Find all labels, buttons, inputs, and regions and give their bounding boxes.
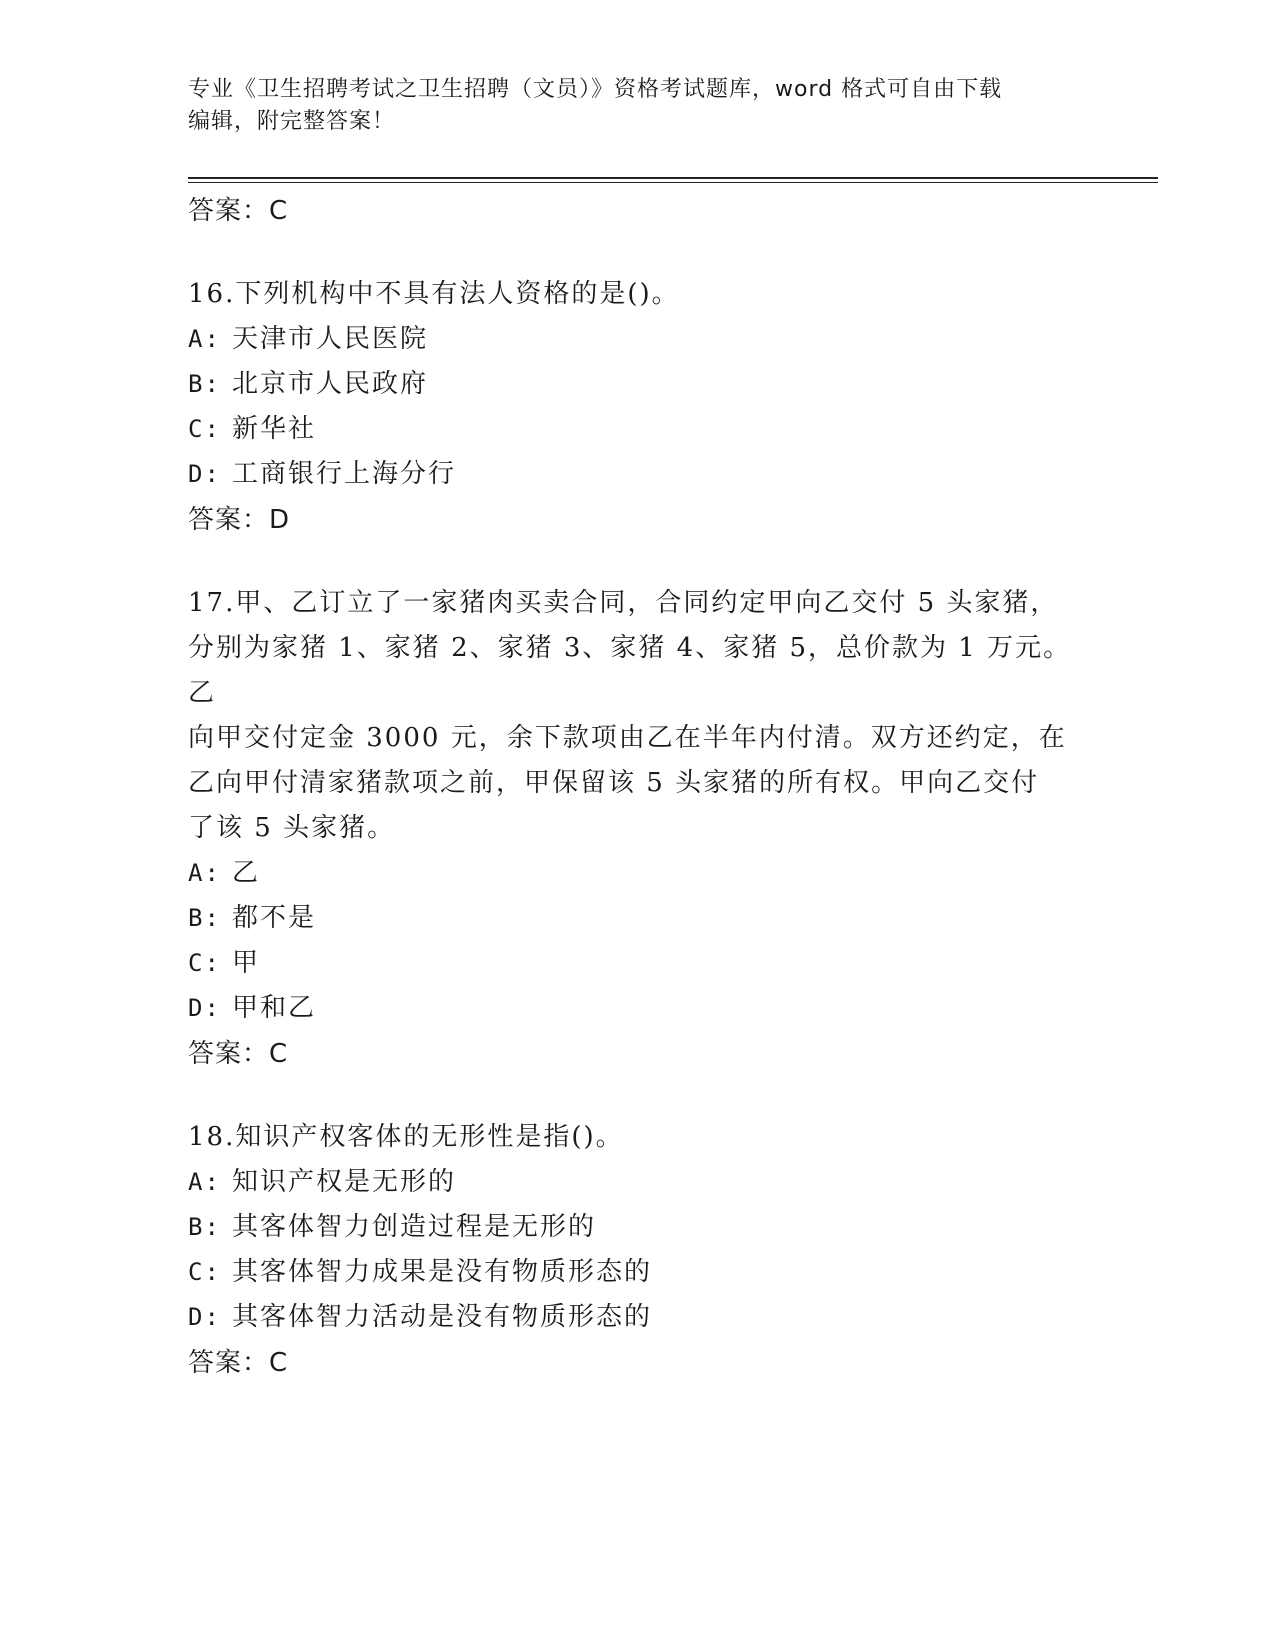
option-key: D: xyxy=(188,460,221,488)
answer-line: 答案：D xyxy=(188,505,291,535)
header-line-2: 编辑，附完整答案！ xyxy=(188,109,396,134)
option-a xyxy=(188,851,1088,896)
question-stem: 18.知识产权客体的无形性是指()。 xyxy=(188,1122,624,1152)
question-16 xyxy=(188,272,1088,543)
option-d xyxy=(188,452,1088,497)
question-stem-line: 乙向甲付清家猪款项之前，甲保留该 5 头家猪的所有权。甲向乙交付 xyxy=(188,768,1040,798)
option-text: 其客体智力成果是没有物质形态的 xyxy=(232,1257,653,1287)
question-stem-line: 了该 5 头家猪。 xyxy=(188,813,396,843)
option-a xyxy=(188,1160,1088,1205)
question-18 xyxy=(188,1115,1088,1386)
option-text: 乙 xyxy=(232,858,261,888)
option-text: 北京市人民政府 xyxy=(232,369,429,399)
header-rule-thin xyxy=(188,182,1158,183)
answer-line: 答案：C xyxy=(188,1039,289,1069)
header-line-1: 专业《卫生招聘考试之卫生招聘（文员）》资格考试题库，word 格式可自由下载 xyxy=(188,77,1003,102)
option-key: C: xyxy=(188,949,221,977)
option-text: 知识产权是无形的 xyxy=(232,1167,457,1197)
answer-line: 答案：C xyxy=(188,1348,289,1378)
option-key: B: xyxy=(188,370,221,398)
question-stem-line: 分别为家猪 1、家猪 2、家猪 3、家猪 4、家猪 5，总价款为 1 万元。乙 xyxy=(188,633,1072,708)
document-body xyxy=(188,188,1088,1386)
option-c xyxy=(188,941,1088,986)
option-d xyxy=(188,1295,1088,1340)
option-b xyxy=(188,1205,1088,1250)
option-key: D: xyxy=(188,1303,221,1331)
option-b xyxy=(188,362,1088,407)
option-text: 天津市人民医院 xyxy=(232,324,429,354)
option-text: 都不是 xyxy=(232,903,317,933)
option-text: 甲和乙 xyxy=(232,993,317,1023)
option-text: 其客体智力活动是没有物质形态的 xyxy=(232,1302,653,1332)
option-a xyxy=(188,317,1088,362)
option-b xyxy=(188,896,1088,941)
option-key: C: xyxy=(188,415,221,443)
option-key: A: xyxy=(188,1168,221,1196)
option-key: B: xyxy=(188,1213,221,1241)
question-stem-line: 17.甲、乙订立了一家猪肉买卖合同，合同约定甲向乙交付 5 头家猪， xyxy=(188,588,1059,618)
option-d xyxy=(188,986,1088,1031)
option-key: A: xyxy=(188,325,221,353)
document-header xyxy=(188,74,1068,138)
option-key: C: xyxy=(188,1258,221,1286)
answer-line: 答案：C xyxy=(188,196,289,226)
option-text: 其客体智力创造过程是无形的 xyxy=(232,1212,597,1242)
option-key: A: xyxy=(188,859,221,887)
option-text: 甲 xyxy=(232,948,261,978)
question-17 xyxy=(188,581,1088,1077)
question-stem-line: 向甲交付定金 3000 元，余下款项由乙在半年内付清。双方还约定，在 xyxy=(188,723,1067,753)
header-rule-thick xyxy=(188,177,1158,179)
option-text: 新华社 xyxy=(232,414,317,444)
option-key: B: xyxy=(188,904,221,932)
option-c xyxy=(188,407,1088,452)
option-key: D: xyxy=(188,994,221,1022)
option-text: 工商银行上海分行 xyxy=(232,459,457,489)
question-stem: 16.下列机构中不具有法人资格的是()。 xyxy=(188,279,680,309)
option-c xyxy=(188,1250,1088,1295)
